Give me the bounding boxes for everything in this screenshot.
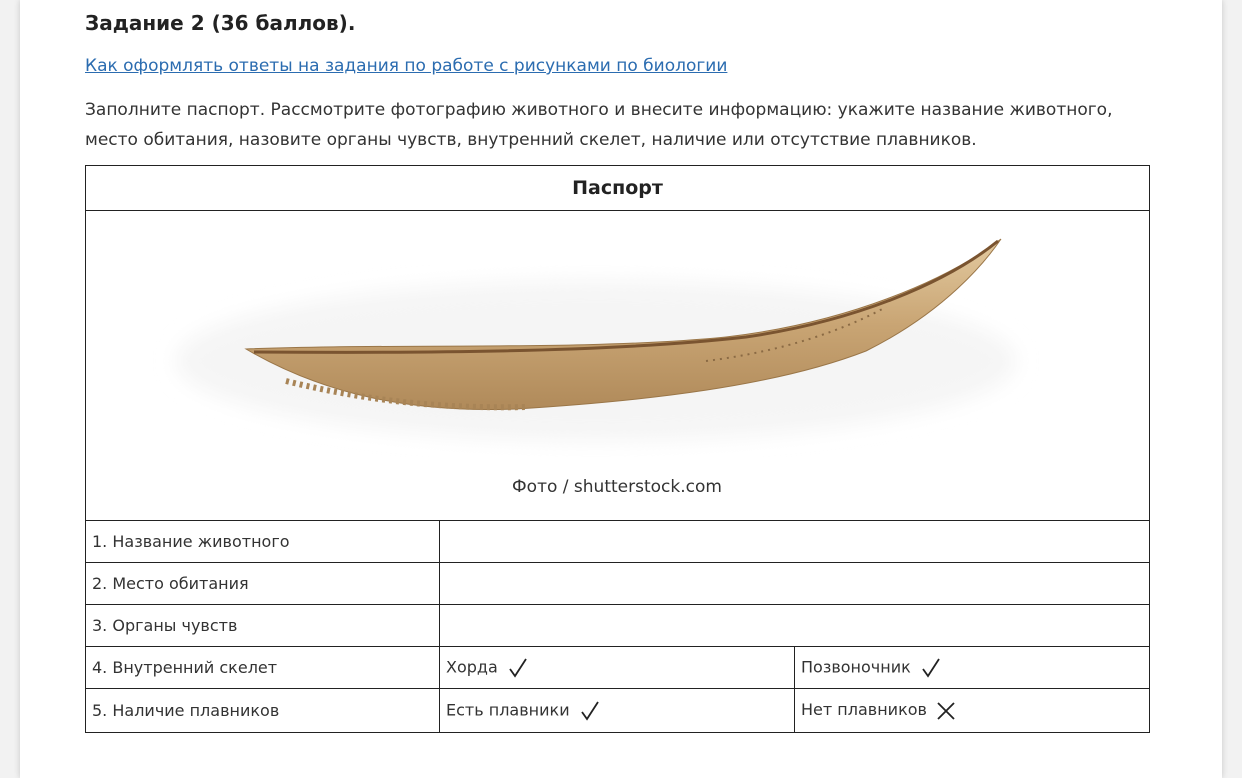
answer-field-habitat[interactable] (440, 563, 1150, 605)
option-spine[interactable] (795, 647, 1150, 689)
cross-icon (936, 701, 956, 721)
option-chord-label: Хорда (446, 657, 498, 676)
option-has-fins[interactable] (440, 689, 795, 733)
check-icon (579, 700, 601, 722)
photo-credit: Фото / shutterstock.com (512, 477, 722, 497)
row-label-name: 1. Название животного (86, 521, 440, 563)
passport-table (85, 165, 1150, 733)
check-icon (507, 657, 529, 679)
lancelet-photo (86, 211, 1148, 520)
option-no-fins-label: Нет плавников (801, 700, 927, 720)
option-spine-label: Позвоночник (801, 657, 911, 676)
row-label-skeleton: 4. Внутренний скелет (86, 647, 440, 689)
answer-field-name[interactable] (440, 521, 1150, 563)
task-instruction: Заполните паспорт. Рассмотрите фотографию животного и внесите информацию: укажите название животного, место обитания, назовите органы чувств, внутренний скелет, наличие или отсутствие плавников. (85, 100, 1113, 150)
check-icon (920, 657, 942, 679)
row-label-fins: 5. Наличие плавников (86, 689, 440, 733)
option-no-fins[interactable] (795, 689, 1150, 733)
answer-field-senses[interactable] (440, 605, 1150, 647)
row-label-habitat: 2. Место обитания (86, 563, 440, 605)
row-label-senses: 3. Органы чувств (86, 605, 440, 647)
task-title: Задание 2 (36 баллов). (85, 11, 356, 35)
option-chord[interactable] (440, 647, 795, 689)
option-has-fins-label: Есть плавники (446, 700, 570, 719)
document-page (20, 0, 1222, 778)
help-link[interactable]: Как оформлять ответы на задания по работе с рисунками по биологии (85, 56, 728, 76)
passport-header: Паспорт (86, 166, 1150, 211)
photo-cell (86, 211, 1150, 521)
